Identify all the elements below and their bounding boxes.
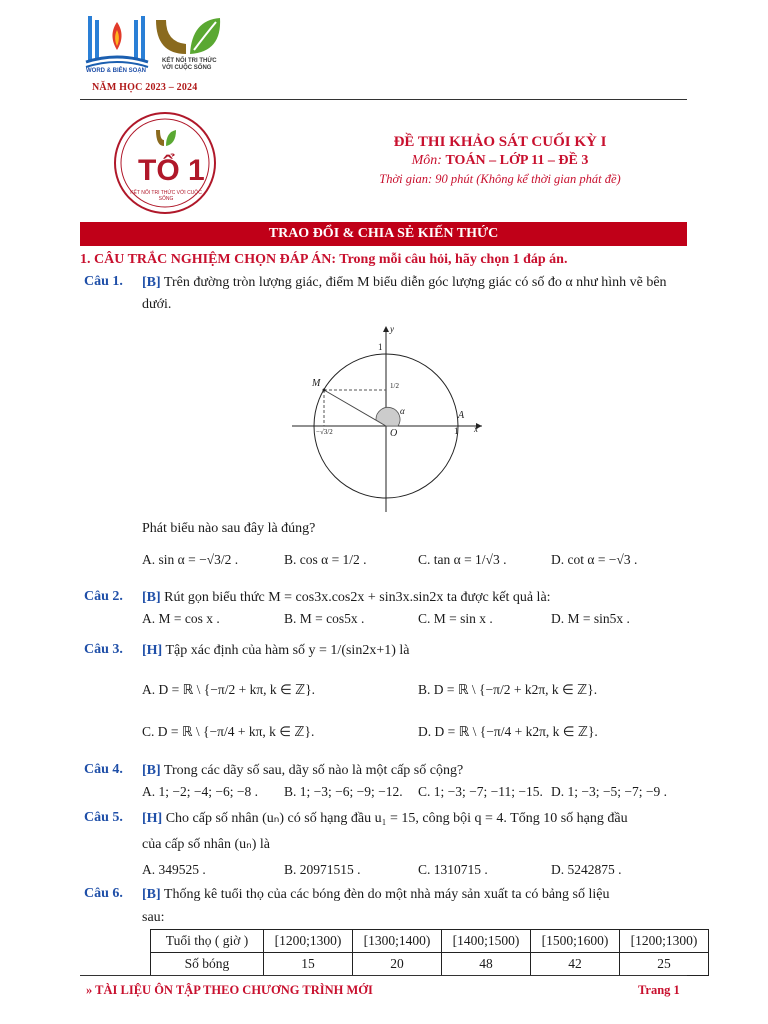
half-label: 1/2 (390, 382, 399, 390)
question-body: Trên đường tròn lượng giác, điểm M biểu diễn góc lượng giác có số đo α như hình vẽ bên dưới. (142, 275, 667, 312)
question-body: Trong các dãy số sau, dãy số nào là một cấp số cộng? (163, 763, 464, 778)
table-cell: 15 (264, 953, 353, 976)
option-b[interactable] (418, 682, 597, 698)
option-c[interactable] (418, 611, 493, 627)
question-text (142, 760, 687, 782)
table-cell: 25 (620, 953, 709, 976)
question-label: Câu 6. (84, 886, 123, 901)
option-text: B. 1; −3; −6; −9; −12. (284, 784, 403, 799)
question-text-cont: của cấp số nhân (uₙ) là (142, 837, 271, 852)
exam-subject (300, 153, 700, 169)
subject-prefix: Môn: (411, 153, 446, 168)
question-text-cont: sau: (142, 910, 165, 925)
option-c[interactable] (418, 862, 488, 878)
question-level: [H] (142, 811, 163, 826)
table-cell: 48 (442, 953, 531, 976)
question-label: Câu 4. (84, 762, 123, 777)
table-cell: [1500;1600) (531, 930, 620, 953)
table-row (151, 930, 709, 953)
data-table (150, 929, 709, 976)
option-text: B. D = ℝ \ {−π/2 + k2π, k ∈ ℤ}. (418, 682, 598, 697)
option-d[interactable] (551, 611, 630, 627)
option-text: D. D = ℝ \ {−π/4 + k2π, k ∈ ℤ}. (418, 724, 598, 739)
option-text: B. 20971515 . (284, 862, 361, 877)
question-level: [H] (142, 643, 163, 658)
option-c[interactable] (142, 724, 314, 740)
option-text: B. M = cos5x . (284, 611, 365, 626)
option-a[interactable] (142, 552, 238, 568)
question-follow: Phát biểu nào sau đây là đúng? (142, 521, 316, 536)
header-divider (80, 99, 687, 100)
option-d[interactable] (551, 862, 622, 878)
option-c[interactable] (418, 784, 543, 800)
option-a[interactable] (142, 862, 206, 878)
question-level: [B] (142, 275, 161, 290)
seal-logo (110, 108, 220, 218)
question-level: [B] (142, 763, 161, 778)
logo-right-caption: KẾT NỐI TRI THỨC VỚI CUỘC SỐNG (162, 58, 217, 71)
table-cell: [1300;1400) (353, 930, 442, 953)
question-text (142, 587, 687, 609)
banner: TRAO ĐỔI & CHIA SẺ KIẾN THỨC (80, 222, 687, 246)
exam-time: Thời gian: 90 phút (Không kể thời gian phát đề) (379, 172, 621, 186)
option-text: A. sin α = −√3/2 . (142, 552, 239, 567)
angle-arc (376, 407, 400, 426)
one-right-label: 1 (454, 426, 459, 436)
section-heading: 1. CÂU TRẮC NGHIỆM CHỌN ĐÁP ÁN: Trong mỗi câu hỏi, hãy chọn 1 đáp án. (80, 252, 568, 267)
question-label: Câu 3. (84, 642, 123, 657)
alpha-label: α (400, 406, 405, 416)
seal-ring-text: KẾT NỐI TRI THỨC VỚI CUỘC SỐNG (130, 190, 202, 202)
subject-value: TOÁN – LỚP 11 – ĐỀ 3 (445, 153, 589, 168)
option-text: B. cos α = 1/2 . (284, 552, 367, 567)
question-body: Thống kê tuổi thọ của các bóng đèn do một nhà máy sản xuất ta có bảng số liệu (163, 887, 610, 902)
option-text: A. M = cos x . (142, 611, 220, 626)
table-cell: 42 (531, 953, 620, 976)
option-d[interactable] (551, 552, 637, 568)
question-text (142, 808, 687, 830)
question-body: Tập xác định của hàm số y = 1/(sin2x+1) là (165, 643, 410, 658)
option-d[interactable] (418, 724, 598, 740)
neg-sqrt3-half-label: −√3/2 (316, 428, 333, 436)
option-text: D. cot α = −√3 . (551, 552, 638, 567)
question-label: Câu 5. (84, 810, 123, 825)
logo-left-caption: WORD & BIÊN SOẠN (86, 68, 146, 74)
option-text: A. 1; −2; −4; −6; −8 . (142, 784, 258, 799)
option-b[interactable] (284, 784, 403, 800)
option-a[interactable] (142, 784, 258, 800)
option-text: C. M = sin x . (418, 611, 493, 626)
question-text (142, 884, 687, 906)
table-cell: [1400;1500) (442, 930, 531, 953)
option-text: C. 1; −3; −7; −11; −15. (418, 784, 543, 799)
table-cell: Tuổi thọ ( giờ ) (151, 930, 264, 953)
table-cell: [1200;1300) (620, 930, 709, 953)
option-b[interactable] (284, 552, 367, 568)
footer-title: » TÀI LIỆU ÔN TẬP THEO CHƯƠNG TRÌNH MỚI (86, 983, 373, 997)
one-top-label: 1 (378, 342, 383, 352)
point-a-label: A (458, 410, 465, 421)
x-label: x (474, 424, 478, 434)
question-level: [B] (142, 887, 161, 902)
table-cell: [1200;1300) (264, 930, 353, 953)
option-text: D. M = sin5x . (551, 611, 630, 626)
question-text (142, 640, 687, 662)
y-label: y (390, 324, 394, 334)
option-text: C. 1310715 . (418, 862, 488, 877)
point-m-label: M (312, 378, 321, 389)
question-body: Rút gọn biểu thức M = cos3x.cos2x + sin3x.sin2x ta được kết quả là: (164, 590, 551, 605)
option-text: A. 349525 . (142, 862, 206, 877)
school-year: NĂM HỌC 2023 – 2024 (92, 82, 198, 93)
seal-title: TỔ 1 (138, 154, 205, 187)
leaf-logo (152, 14, 224, 76)
book-logo (82, 12, 152, 78)
page-number: Trang 1 (638, 983, 680, 997)
option-text: C. tan α = 1/√3 . (418, 552, 507, 567)
option-a[interactable] (142, 682, 315, 698)
footer-divider (80, 975, 687, 976)
option-a[interactable] (142, 611, 220, 627)
option-b[interactable] (284, 862, 361, 878)
question-body: Cho cấp số nhân (uₙ) có số hạng đầu u₁ = 15, công bội q = 4. Tổng 10 số hạng đầu (165, 811, 628, 826)
question-text (142, 272, 687, 316)
table-row (151, 953, 709, 976)
option-d[interactable] (551, 784, 667, 800)
question-label: Câu 2. (84, 589, 123, 604)
option-text: D. 5242875 . (551, 862, 622, 877)
option-b[interactable] (284, 611, 364, 627)
unit-circle-figure (288, 322, 488, 514)
question-level: [B] (142, 590, 161, 605)
exam-title: ĐỀ THI KHẢO SÁT CUỐI KỲ I (393, 134, 607, 150)
exam-header (300, 134, 700, 187)
option-text: C. D = ℝ \ {−π/4 + kπ, k ∈ ℤ}. (142, 724, 315, 739)
option-c[interactable] (418, 552, 506, 568)
table-cell: 20 (353, 953, 442, 976)
option-text: A. D = ℝ \ {−π/2 + kπ, k ∈ ℤ}. (142, 682, 316, 697)
origin-label: O (390, 428, 398, 439)
table-cell: Số bóng (151, 953, 264, 976)
option-text: D. 1; −3; −5; −7; −9 . (551, 784, 667, 799)
question-label: Câu 1. (84, 274, 123, 289)
